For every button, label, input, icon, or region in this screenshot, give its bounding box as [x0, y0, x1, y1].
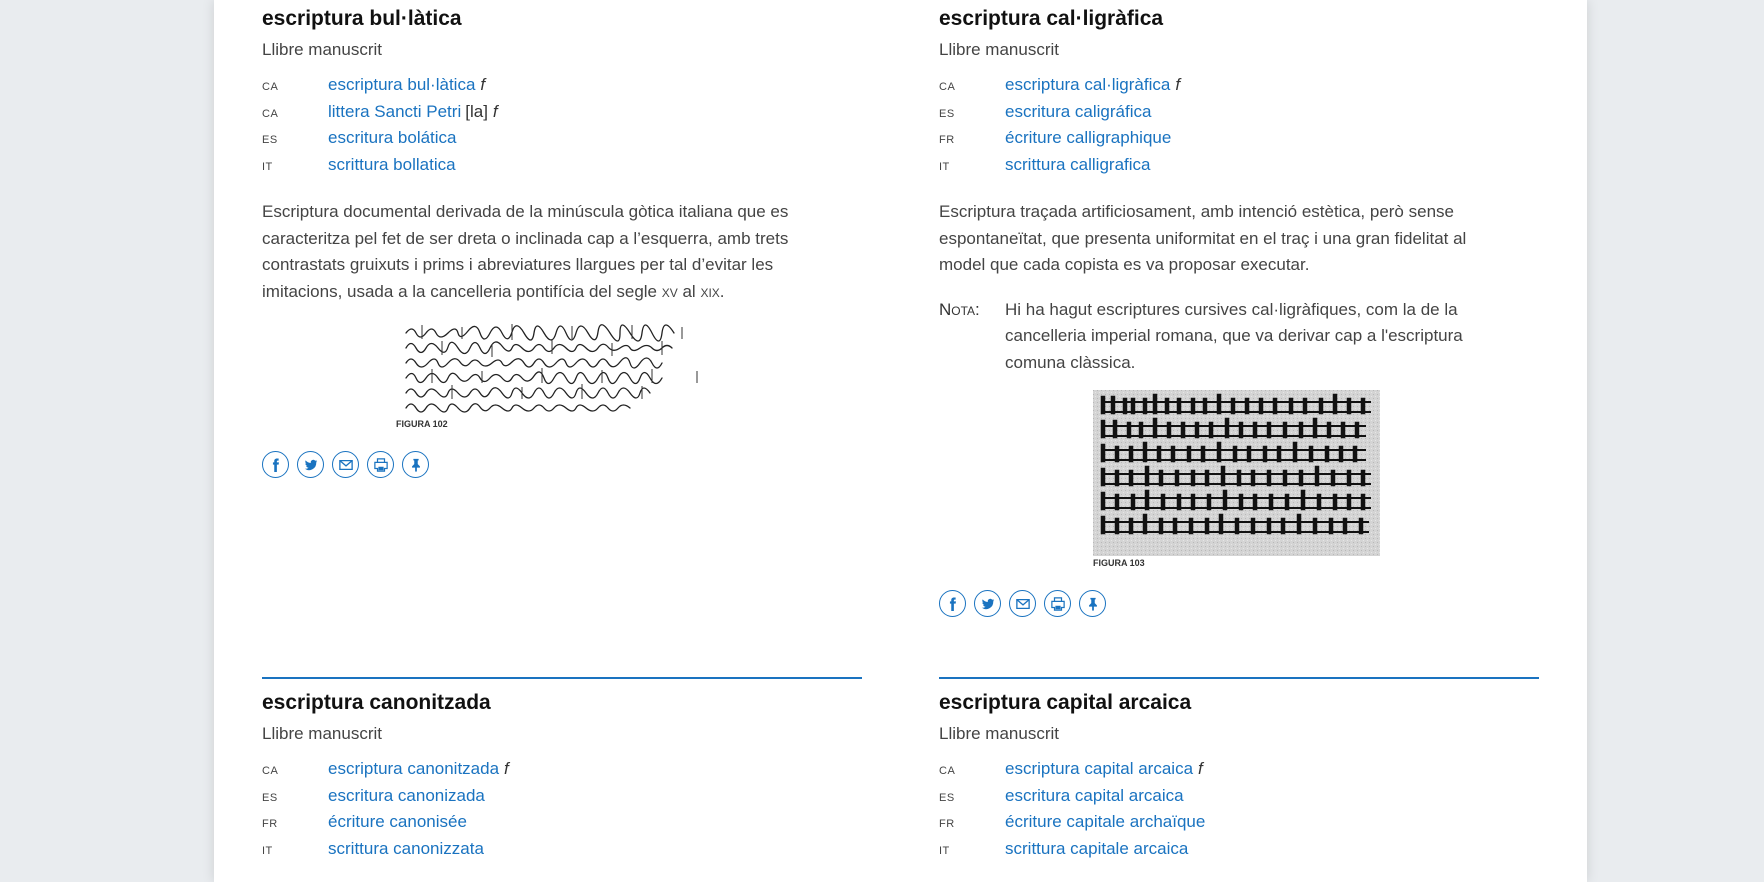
equivalent-link[interactable]: escritura caligráfica — [1005, 101, 1152, 121]
lang-code: IT — [939, 160, 950, 173]
lang-code: CA — [262, 81, 279, 93]
lang-code: IT — [262, 844, 273, 857]
entry-definition — [262, 199, 822, 305]
figure-102 — [398, 321, 718, 429]
lang-code: ES — [262, 134, 278, 146]
gender-marker: f — [504, 759, 509, 778]
entry-escriptura-bullatica — [262, 6, 862, 478]
lang-code: ES — [939, 791, 955, 804]
entry-term: escriptura bul·làtica — [262, 7, 462, 30]
entry-area: Llibre manuscrit — [939, 40, 1059, 59]
gender-marker: f — [1198, 759, 1203, 778]
email-icon[interactable] — [1009, 590, 1036, 617]
email-icon[interactable] — [332, 451, 359, 478]
lang-code: FR — [939, 818, 955, 830]
equivalent-link[interactable]: escritura capital arcaica — [1005, 785, 1184, 805]
note-label: Nota: — [939, 299, 980, 319]
equivalent-row — [939, 786, 1539, 813]
equivalent-row — [939, 839, 1539, 866]
equivalent-link[interactable]: scrittura calligrafica — [1005, 154, 1151, 174]
share-bar — [939, 590, 1539, 617]
equivalent-row — [262, 786, 862, 813]
equivalent-row — [262, 839, 862, 866]
pin-icon[interactable] — [402, 451, 429, 478]
manuscript-image — [402, 321, 714, 417]
equivalent-link[interactable]: escriptura capital arcaica — [1005, 759, 1194, 778]
pin-icon[interactable] — [1079, 590, 1106, 617]
gender-marker: f — [480, 75, 486, 94]
equivalent-link[interactable]: écriture calligraphique — [1005, 128, 1172, 147]
lang-code: ES — [262, 791, 278, 804]
lang-code: IT — [262, 160, 273, 173]
facebook-icon[interactable] — [262, 451, 289, 478]
figure-caption: FIGURA 102 — [396, 419, 448, 429]
definition-text: . — [719, 281, 725, 301]
equivalents-list — [262, 75, 862, 181]
definition-text: al — [677, 281, 701, 301]
entry-definition: Escriptura traçada artificiosament, amb intenció estètica, però sense espontaneïtat, que presenta uniformitat en el traç i una gran fidelitat al model que cada copista es va proposar executar. — [939, 202, 1467, 274]
language-tag: [la] — [465, 101, 488, 121]
equivalents-list — [262, 759, 862, 865]
facebook-icon[interactable] — [939, 590, 966, 617]
print-icon[interactable] — [1044, 590, 1071, 617]
equivalent-row — [939, 812, 1539, 839]
manuscript-image — [1093, 390, 1380, 556]
century-to: xix — [700, 281, 720, 301]
twitter-icon[interactable] — [297, 451, 324, 478]
equivalent-row — [939, 155, 1539, 182]
equivalent-row — [262, 75, 862, 102]
entry-note — [939, 297, 1539, 377]
entry-divider — [262, 677, 862, 679]
equivalent-row — [939, 759, 1539, 786]
equivalent-row — [262, 812, 862, 839]
figure-caption: FIGURA 103 — [1093, 558, 1145, 568]
equivalent-link[interactable]: littera Sancti Petri — [328, 101, 462, 121]
equivalent-link[interactable]: écriture canonisée — [328, 812, 467, 831]
equivalent-link[interactable]: scrittura bollatica — [328, 154, 456, 174]
entry-divider — [939, 677, 1539, 679]
entry-term: escriptura canonitzada — [262, 691, 491, 714]
equivalents-list — [939, 759, 1539, 865]
lang-code: FR — [939, 134, 955, 146]
equivalent-row — [939, 102, 1539, 129]
equivalent-link[interactable]: écriture capitale archaïque — [1005, 812, 1206, 831]
definition-text: Escriptura documental derivada de la minúscula gòtica italiana que es caracteritza pel fet de ser dreta o inclinada cap a l’esquerra, amb trets contrastats gruixuts i prims i abreviatures llargues per tal d’evitar les imitacions, usada a la cancelleria pontifícia del segle — [262, 202, 789, 301]
equivalent-row — [262, 155, 862, 182]
entry-escriptura-calligrafica — [939, 6, 1539, 617]
entry-area: Llibre manuscrit — [262, 724, 382, 743]
equivalent-link[interactable]: escriptura canonitzada — [328, 759, 500, 778]
lang-code: CA — [262, 765, 279, 777]
equivalent-link[interactable]: escriptura bul·làtica — [328, 75, 476, 94]
lang-code: CA — [939, 765, 956, 777]
entry-escriptura-capital-arcaica — [939, 690, 1539, 865]
gender-marker: f — [1175, 75, 1181, 94]
equivalent-link[interactable]: scrittura capitale arcaica — [1005, 838, 1189, 858]
equivalent-row — [939, 75, 1539, 102]
entry-term: escriptura capital arcaica — [939, 691, 1192, 714]
equivalent-link[interactable]: escritura bolática — [328, 128, 457, 147]
equivalent-row — [262, 759, 862, 786]
page — [214, 0, 1587, 882]
lang-code: CA — [939, 81, 956, 93]
entry-area: Llibre manuscrit — [939, 724, 1059, 743]
equivalents-list — [939, 75, 1539, 181]
equivalent-link[interactable]: scrittura canonizzata — [328, 838, 484, 858]
note-text: Hi ha hagut escriptures cursives cal·ligràfiques, com la de la cancelleria imperial romana, que va derivar cap a l'escriptura comuna clàssica. — [1005, 299, 1463, 372]
figure-103 — [1093, 390, 1383, 568]
equivalent-link[interactable]: escritura canonizada — [328, 785, 485, 805]
print-icon[interactable] — [367, 451, 394, 478]
entry-escriptura-canonitzada — [262, 690, 862, 865]
equivalent-row — [262, 128, 862, 155]
entry-term: escriptura cal·ligràfica — [939, 7, 1164, 30]
entry-area: Llibre manuscrit — [262, 40, 382, 59]
share-bar — [262, 451, 862, 478]
lang-code: IT — [939, 844, 950, 857]
equivalent-row — [262, 102, 862, 129]
gender-marker: f — [492, 101, 498, 121]
lang-code: FR — [262, 818, 278, 830]
equivalent-row — [939, 128, 1539, 155]
equivalent-link[interactable]: escriptura cal·ligràfica — [1005, 75, 1171, 94]
lang-code: CA — [262, 107, 279, 120]
century-from: xv — [661, 281, 678, 301]
lang-code: ES — [939, 107, 955, 120]
twitter-icon[interactable] — [974, 590, 1001, 617]
